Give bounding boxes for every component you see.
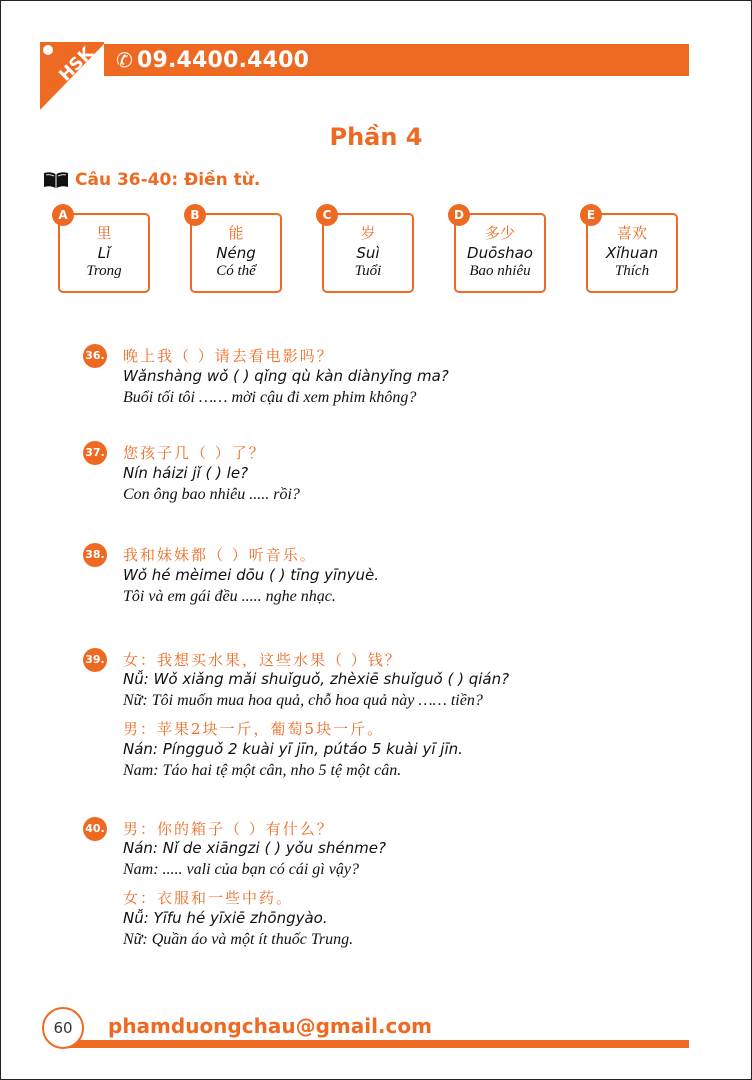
question-line-viet: Nữ: Quần áo và một ít thuốc Trung. [123, 931, 354, 948]
word-meaning: Tuổi [354, 263, 382, 279]
question-number: 40. [83, 817, 107, 841]
question-line-viet: Nam: Táo hai tệ một cân, nho 5 tệ một cân. [123, 762, 402, 779]
word-box-a [58, 208, 150, 293]
question-line-pinyin: Nán: Nǐ de xiāngzi ( ) yǒu shénme? [123, 839, 386, 857]
footer-bar [64, 1040, 689, 1048]
word-box-c [322, 208, 414, 293]
header-phone[interactable] [116, 48, 309, 73]
question-line-hanzi: 晚上我（ ）请去看电影吗？ [123, 347, 334, 365]
question-line-hanzi: 女：衣服和一些中药。 [123, 889, 294, 907]
question-number: 39. [83, 648, 107, 672]
word-box-e [586, 208, 678, 293]
word-hanzi: 喜欢 [616, 224, 647, 242]
footer-email[interactable]: phamduongchau@gmail.com [108, 1014, 432, 1038]
word-meaning: Có thể [216, 263, 256, 279]
question-line-pinyin: Wǎnshàng wǒ ( ) qǐng qù kàn diànyǐng ma? [123, 367, 449, 385]
question-number: 36. [83, 344, 107, 368]
word-hanzi: 里 [96, 224, 112, 242]
word-pinyin: Xǐhuan [605, 244, 659, 262]
word-pinyin: Néng [216, 244, 256, 262]
word-meaning: Trong [86, 263, 122, 279]
question-line-viet: Nữ: Tôi muốn mua hoa quả, chỗ hoa quả này …… tiền? [123, 692, 483, 709]
book-icon [43, 171, 69, 189]
question-line-hanzi: 我和妹妹都（ ）听音乐。 [123, 546, 317, 564]
question-line-hanzi: 女：我想买水果，这些水果（ ）钱？ [123, 651, 402, 669]
word-letter-badge: D [448, 204, 470, 226]
word-hanzi: 多少 [484, 224, 515, 242]
word-letter-badge: C [316, 204, 338, 226]
word-hanzi: 能 [228, 224, 244, 242]
question-line-viet: Con ông bao nhiêu ..... rồi? [123, 486, 300, 503]
word-meaning: Bao nhiêu [469, 263, 531, 279]
question-line-pinyin: Nán: Píngguǒ 2 kuài yī jīn, pútáo 5 kuài yī jīn. [123, 740, 463, 758]
section-heading [43, 170, 260, 190]
question-line-pinyin: Nǚ: Wǒ xiǎng mǎi shuǐguǒ, zhèxiē shuǐguǒ ( ) qián? [123, 670, 510, 688]
page-number: 60 [42, 1007, 84, 1049]
question-line-hanzi: 您孩子几（ ）了？ [123, 444, 266, 462]
question-line-hanzi: 男：苹果2块一斤，葡萄5块一斤。 [123, 720, 385, 738]
question-line-viet: Buổi tối tôi …… mời cậu đi xem phim không? [123, 389, 417, 406]
word-pinyin: Suì [356, 244, 380, 262]
word-letter-badge: A [52, 204, 74, 226]
word-hanzi: 岁 [360, 224, 376, 242]
phone-icon: ✆ [116, 48, 133, 72]
word-meaning: Thích [614, 263, 650, 279]
word-pinyin: Duōshao [467, 244, 533, 262]
word-letter-badge: B [184, 204, 206, 226]
question-number: 37. [83, 441, 107, 465]
question-line-hanzi: 男：你的箱子（ ）有什么？ [123, 820, 334, 838]
question-line-viet: Tôi và em gái đều ..... nghe nhạc. [123, 588, 336, 605]
page-title: Phần 4 [329, 123, 423, 151]
section-label: Câu 36-40: Điền từ. [75, 170, 261, 190]
question-number: 38. [83, 543, 107, 567]
question-line-pinyin: Wǒ hé mèimei dōu ( ) tīng yīnyuè. [123, 566, 380, 584]
question-line-viet: Nam: ..... vali của bạn có cái gì vậy? [123, 861, 359, 878]
question-line-pinyin: Nín háizi jǐ ( ) le? [123, 464, 249, 482]
word-box-b [190, 208, 282, 293]
phone-number[interactable]: 09.4400.4400 [136, 48, 310, 73]
hsk-badge [40, 42, 112, 110]
word-box-d [454, 208, 546, 293]
word-letter-badge: E [580, 204, 602, 226]
question-line-pinyin: Nǚ: Yīfu hé yīxiē zhōngyào. [123, 909, 328, 927]
word-pinyin: Lǐ [97, 244, 111, 262]
hsk-badge-text: HSK [55, 43, 98, 86]
